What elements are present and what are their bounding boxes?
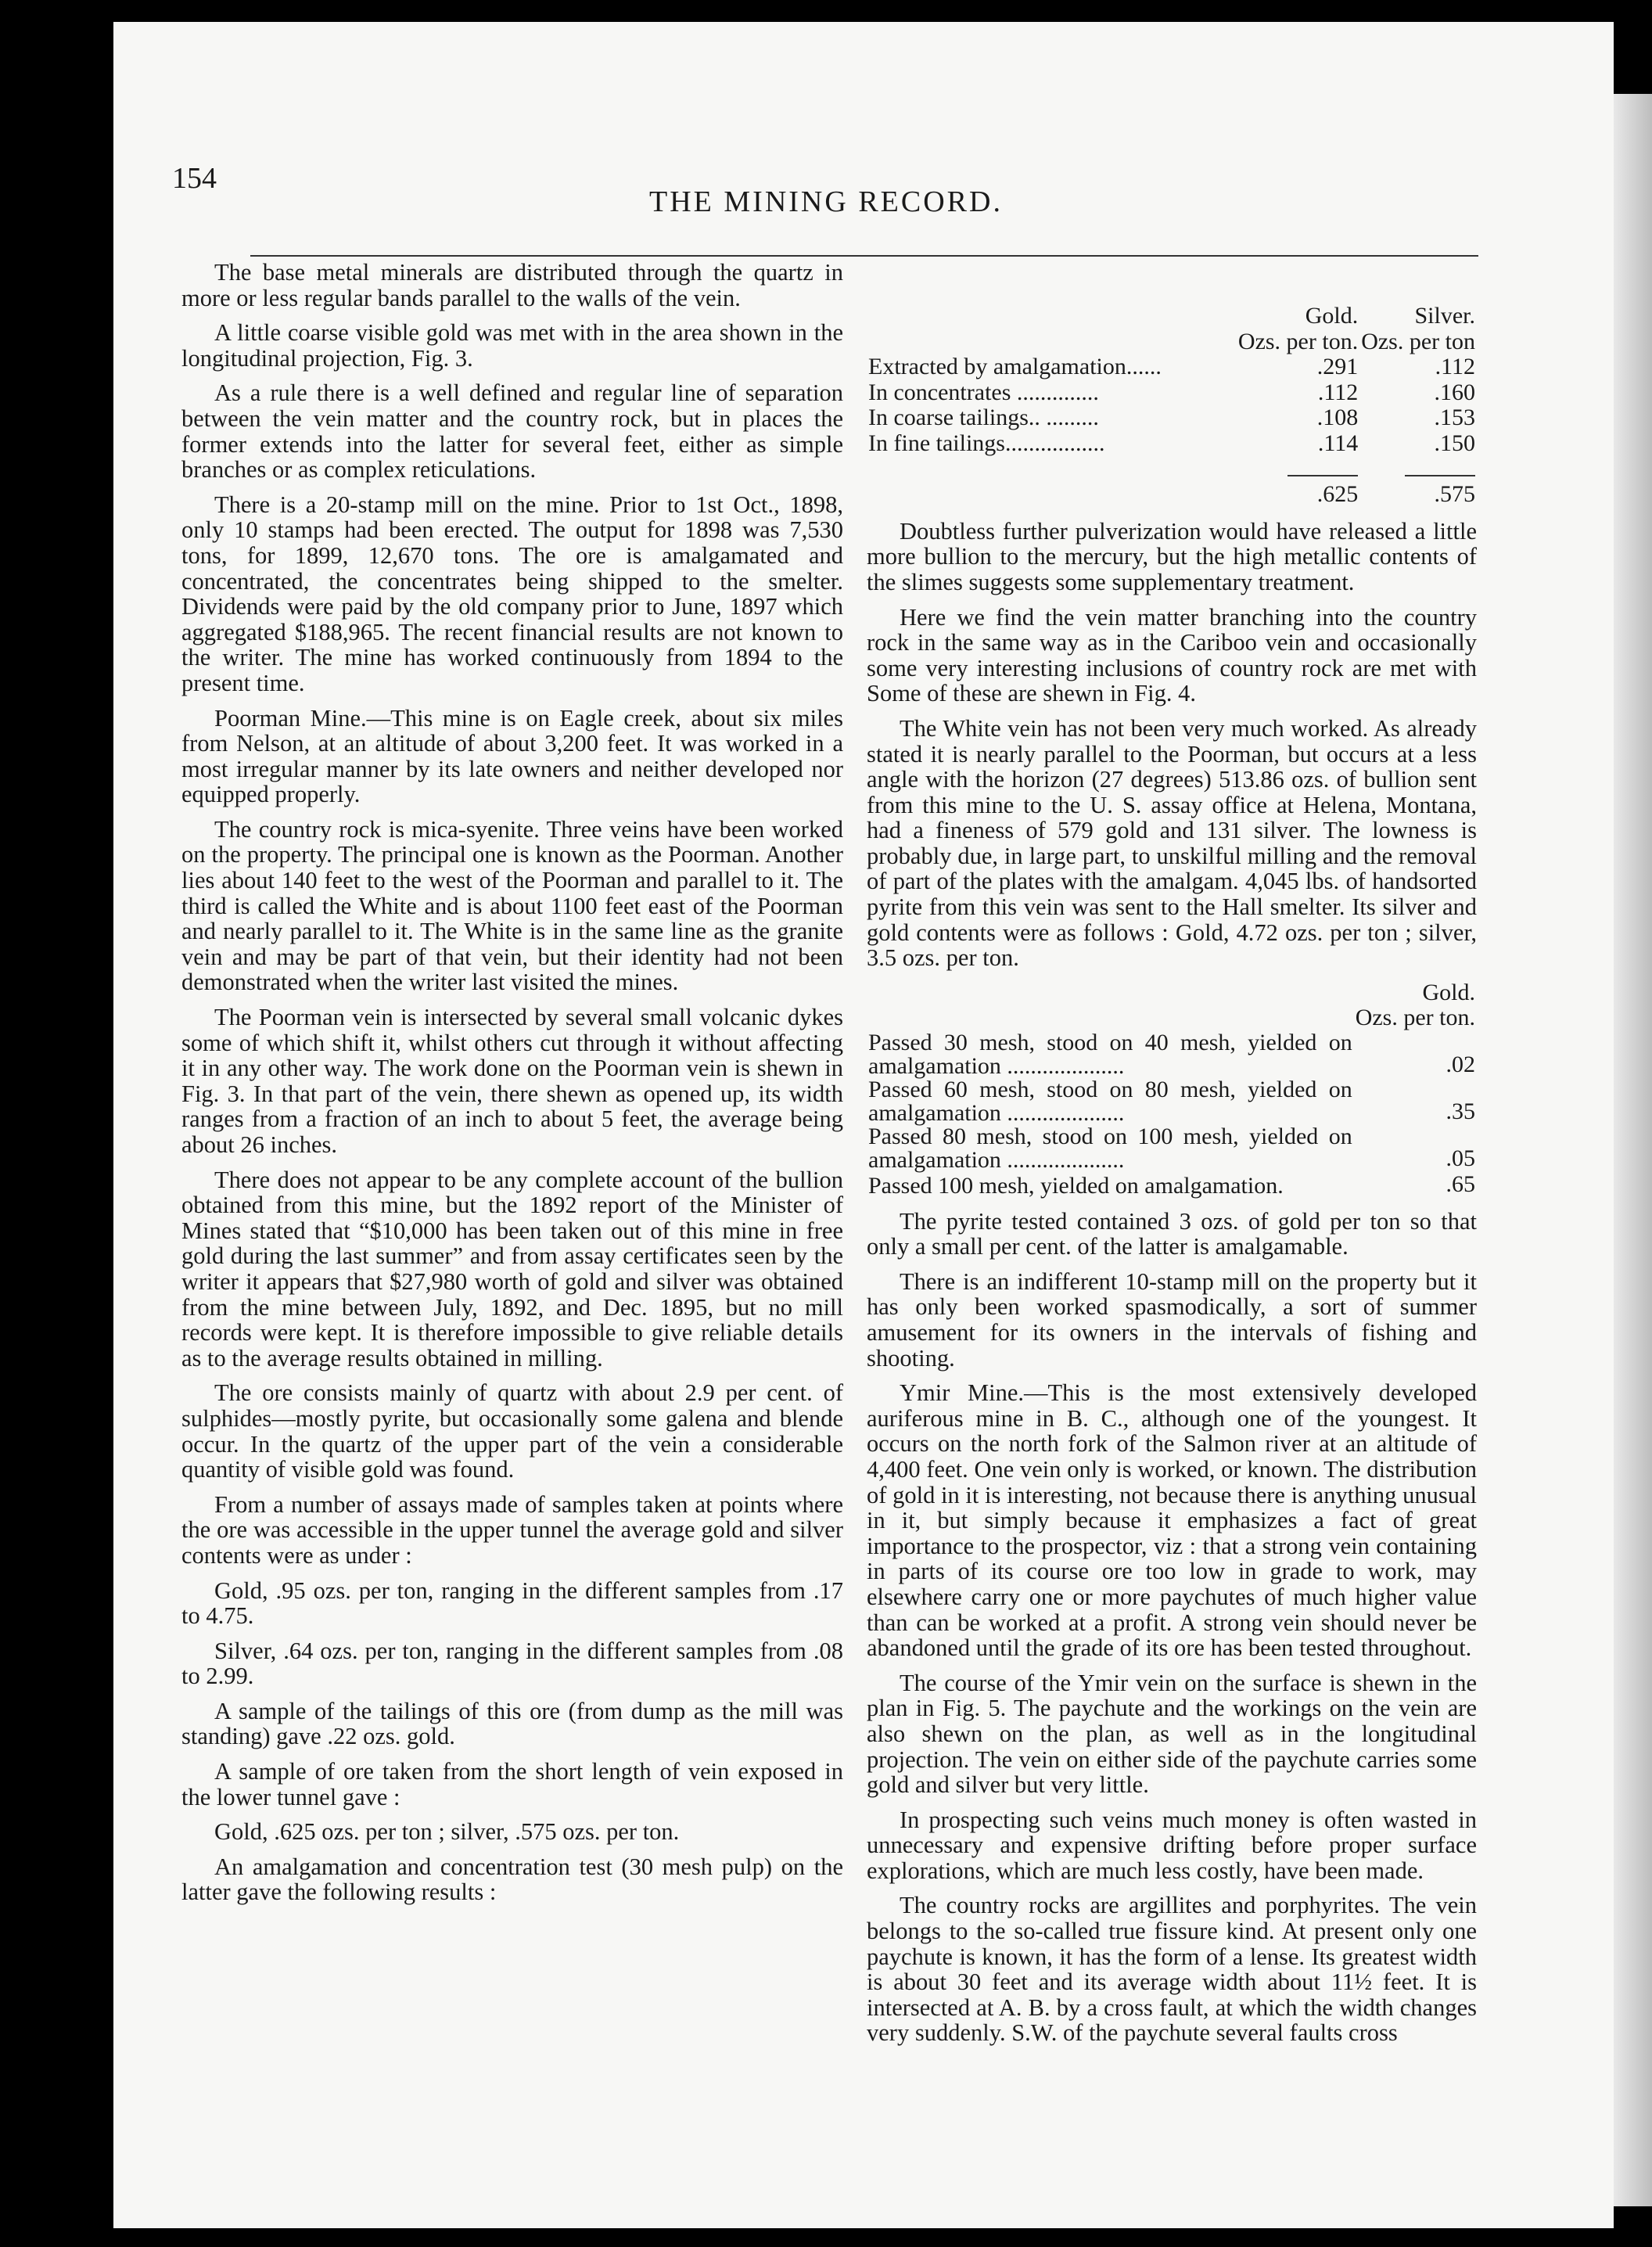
silver-value: .150 xyxy=(1434,430,1475,456)
paragraph: An amalgamation and concentration test (30 mesh pulp) on the latter gave the following results : xyxy=(181,1853,843,1906)
paragraph: A little coarse visible gold was met with in the area shown in the longitudinal projection, Fig. 3. xyxy=(181,319,843,372)
paragraph: From a number of assays made of samples taken at points where the ore was accessible in the upper tunnel the average gold and silver contents were as under : xyxy=(181,1490,843,1569)
paragraph-poorman-mine: Poorman Mine.—This mine is on Eagle creek, about six miles from Nelson, at an altitude of about 3,200 feet. It was worked in a most irregular manner by its late owners and neither developed nor equipped properly. xyxy=(181,704,843,808)
row-label: Passed 30 mesh, stood on 40 mesh, yielded on amalgamation .................... xyxy=(868,1030,1352,1080)
paragraph: There does not appear to be any complete account of the bullion obtained from this mine, but the 1892 report of the Minister of Mines stated that “$10,000 has been taken out of this mine in free gold during the last summer” and from assay certificates seen by the writer it appears that $27,980 worth of gold and silver was obtained from the mine between July, 1892, and Dec. 1895, but no mill records were kept. It is therefore impossible to give reliable details as to the average results obtained in milling. xyxy=(181,1166,843,1372)
paragraph-ymir-mine: Ymir Mine.—This is the most extensively developed auriferous mine in B. C., although one of the youngest. It occurs on the north fork of the Salmon river at an altitude of 4,400 feet. One vein only is worked, or known. The distribution of gold in it is interesting, not because there is anything unusual in it, but simply because it emphasizes a fact of great importance to the prospector, viz : that a strong vein containing in parts of its course ore too low in grade to work, may elsewhere carry one or more paychutes of much higher value than can be worked at a profit. A strong vein should never be abandoned until the grade of its ore has been tested throughout. xyxy=(867,1379,1477,1662)
row-label: In concentrates .............. xyxy=(868,379,1099,405)
paragraph: A sample of the tailings of this ore (from dump as the mill was standing) gave .22 ozs. gold. xyxy=(181,1697,843,1750)
table-row xyxy=(867,1172,1477,1198)
row-label: In coarse tailings.. ......... xyxy=(868,404,1099,431)
table-row xyxy=(867,380,1477,406)
mesh-test-table xyxy=(867,980,1477,1198)
running-title: THE MINING RECORD. xyxy=(649,185,1003,218)
silver-value: .153 xyxy=(1434,404,1475,431)
table-row xyxy=(867,1125,1477,1172)
paragraph: The course of the Ymir vein on the surface is shewn in the plan in Fig. 5. The paychute and the workings on the vein are also shewn on the plan, as well as in the longitudinal projection. The vein on either side of the paychute carries some gold and silver but very little. xyxy=(867,1669,1477,1799)
header-rule xyxy=(250,255,1478,257)
row-label: Passed 80 mesh, stood on 100 mesh, yielded on amalgamation .................... xyxy=(868,1124,1352,1174)
page-edge xyxy=(1614,94,1652,2206)
silver-total: .575 xyxy=(1434,481,1475,508)
gold-value: .02 xyxy=(1446,1052,1475,1078)
paragraph: Silver, .64 ozs. per ton, ranging in the different samples from .08 to 2.99. xyxy=(181,1637,843,1690)
gold-value: .112 xyxy=(1317,379,1359,405)
right-column xyxy=(867,304,1477,2055)
silver-header: Silver. xyxy=(1414,303,1475,329)
paragraph: The country rocks are argillites and porphyrites. The vein belongs to the so-called true fissure kind. At present only one paychute is known, it has the form of a lense. Its greatest width is about 30 feet and its average width about 11½ feet. It is intersected at A. B. by a cross fault, at which the width changes very suddenly. S.W. of the paychute several faults cross xyxy=(867,1892,1477,2047)
paragraph: Gold, .95 ozs. per ton, ranging in the different samples from .17 to 4.75. xyxy=(181,1576,843,1630)
row-label: Extracted by amalgamation...... xyxy=(868,354,1162,380)
gold-header: Gold. xyxy=(1422,979,1475,1005)
row-label: In fine tailings................. xyxy=(868,430,1105,456)
paragraph: Doubtless further pulverization would have released a little more bullion to the mercury, but the high metallic contents of the slimes suggests some supplementary treatment. xyxy=(867,517,1477,595)
paragraph: The Poorman vein is intersected by several small volcanic dykes some of which shift it, whilst others cut through it without affecting it in any other way. The work done on the Poorman vein is shewn in Fig. 3. In that part of the vein, there shewn as opened up, its width ranges from a fraction of an inch to about 5 feet, the average being about 26 inches. xyxy=(181,1004,843,1158)
paragraph: There is a 20-stamp mill on the mine. Prior to 1st Oct., 1898, only 10 stamps had been erected. The output for 1898 was 7,530 tons, for 1899, 12,670 tons. The ore is amalgamated and concentrated, the concentrates being shipped to the smelter. Dividends were paid by the old company prior to June, 1897 which aggregated $188,965. The recent financial results are not known to the writer. The mine has worked continuously from 1894 to the present time. xyxy=(181,491,843,696)
gold-unit: Ozs. per ton. xyxy=(1237,328,1359,354)
gold-value: .291 xyxy=(1316,354,1359,380)
paragraph: A sample of ore taken from the short length of vein exposed in the lower tunnel gave : xyxy=(181,1758,843,1810)
totals-row xyxy=(867,482,1477,508)
paragraph: The ore consists mainly of quartz with about 2.9 per cent. of sulphides—mostly pyrite, but occasionally some galena and blende occur. In the quartz of the upper part of the vein a considerable quantity of visible gold was found. xyxy=(181,1379,843,1483)
page-number: 154 xyxy=(172,162,217,195)
gold-unit: Ozs. per ton. xyxy=(1355,1005,1475,1031)
silver-value: .112 xyxy=(1435,354,1475,380)
row-label: Passed 60 mesh, stood on 80 mesh, yielded on amalgamation .................... xyxy=(868,1077,1352,1127)
paragraph: The pyrite tested contained 3 ozs. of gold per ton so that only a small per cent. of the latter is amalgamable. xyxy=(867,1207,1477,1260)
row-label: Passed 100 mesh, yielded on amalgamation. xyxy=(868,1172,1284,1199)
paragraph: The base metal minerals are distributed through the quartz in more or less regular bands parallel to the walls of the vein. xyxy=(181,259,843,311)
table-row xyxy=(867,431,1477,457)
gold-value: .35 xyxy=(1446,1098,1475,1125)
paragraph: As a rule there is a well defined and regular line of separation between the vein matter and the country rock, but in places the former extends into the latter for several feet, either as simple branches or as complex reticulations. xyxy=(181,379,843,484)
paragraph: There is an indifferent 10-stamp mill on the property but it has only been worked spasmodically, a sort of summer amusement for its owners in the intervals of fishing and shooting. xyxy=(867,1267,1477,1372)
sum-rule xyxy=(1287,475,1358,476)
paragraph: Here we find the vein matter branching into the country rock in the same way as in the Cariboo vein and occasionally some very interesting inclusions of country rock are met with Some of these are shewn in Fig. 4. xyxy=(867,603,1477,707)
gold-total: .625 xyxy=(1316,481,1359,508)
gold-value: .05 xyxy=(1446,1145,1475,1172)
table-row xyxy=(867,1031,1477,1078)
amalgamation-results-table xyxy=(867,304,1477,508)
table-row xyxy=(867,1078,1477,1125)
paragraph: In prospecting such veins much money is often wasted in unnecessary and expensive drifting before proper surface explorations, which are much less costly, have been made. xyxy=(867,1806,1477,1884)
paragraph: Gold, .625 ozs. per ton ; silver, .575 ozs. per ton. xyxy=(214,1818,680,1846)
left-column xyxy=(181,260,843,1914)
gold-value: .108 xyxy=(1316,404,1359,431)
gold-header: Gold. xyxy=(1305,303,1359,329)
gold-value: .114 xyxy=(1317,430,1359,456)
paragraph: The country rock is mica-syenite. Three veins have been worked on the property. The principal one is known as the Poorman. Another lies about 140 feet to the west of the Poorman and parallel to it. The third is called the White and is about 1100 feet east of the Poorman and nearly parallel to it. The White is in the same line as the granite vein and may be part of that vein, but their identity had not been demonstrated when the writer last visited the mines. xyxy=(181,815,843,996)
table-row xyxy=(867,405,1477,431)
paragraph: The White vein has not been very much worked. As already stated it is nearly parallel to the Poorman, but occurs at a less angle with the horizon (27 degrees) 513.86 ozs. of bullion sent from this mine to the U. S. assay office at Helena, Montana, had a fineness of 579 gold and 131 silver. The lowness is probably due, in large part, to unskilful milling and the removal of part of the plates with the amalgam. 4,045 lbs. of handsorted pyrite from this vein was sent to the Hall smelter. Its silver and gold contents were as follows : Gold, 4.72 ozs. per ton ; silver, 3.5 ozs. per ton. xyxy=(867,714,1477,972)
table-row xyxy=(867,354,1477,380)
silver-unit: Ozs. per ton xyxy=(1361,328,1475,354)
silver-value: .160 xyxy=(1434,379,1475,405)
sum-rule xyxy=(1405,475,1475,476)
gold-value: .65 xyxy=(1446,1171,1475,1198)
